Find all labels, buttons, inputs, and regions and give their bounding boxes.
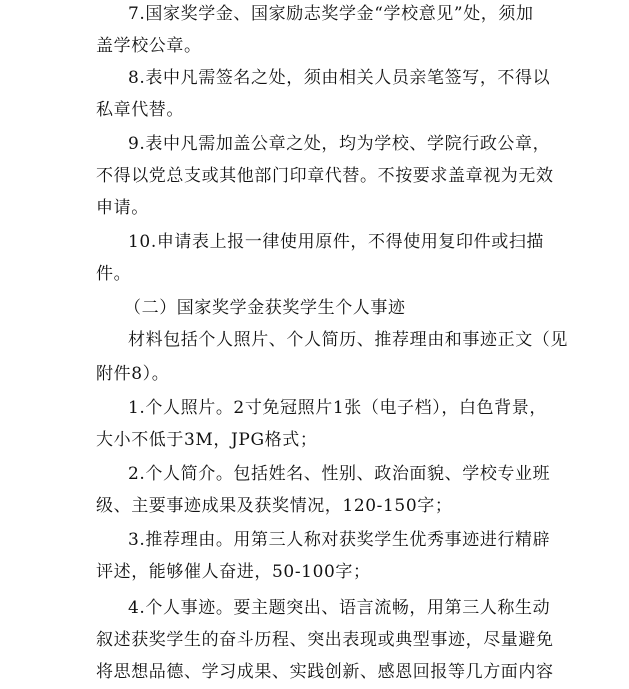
item-9-line-3: 申请。 bbox=[96, 198, 149, 218]
sub-1-line-2: 大小不低于3M，JPG格式； bbox=[96, 430, 318, 450]
item-7-line-1: 7.国家奖学金、国家励志奖学金“学校意见”处，须加 bbox=[128, 4, 534, 24]
item-8-line-2: 私章代替。 bbox=[96, 100, 184, 120]
sub-4-line-1: 4.个人事迹。要主题突出、语言流畅，用第三人称生动 bbox=[128, 598, 551, 618]
item-9-line-1: 9.表中凡需加盖公章之处，均为学校、学院行政公章， bbox=[128, 134, 551, 154]
item-9-line-2: 不得以党总支或其他部门印章代替。不按要求盖章视为无效 bbox=[96, 166, 554, 186]
sub-4-line-3: 将思想品德、学习成果、实践创新、感恩回报等几方面内容 bbox=[96, 662, 554, 682]
sub-2-line-2: 级、主要事迹成果及获奖情况，120-150字； bbox=[96, 496, 453, 516]
sub-1-line-1: 1.个人照片。2寸免冠照片1张（电子档），白色背景， bbox=[128, 398, 547, 418]
sub-4-line-2: 叙述获奖学生的奋斗历程、突出表现或典型事迹，尽量避免 bbox=[96, 630, 554, 650]
intro-line-1: 材料包括个人照片、个人简历、推荐理由和事迹正文（见 bbox=[128, 330, 568, 350]
item-8-line-1: 8.表中凡需签名之处，须由相关人员亲笔签写，不得以 bbox=[128, 68, 551, 88]
item-7-line-2: 盖学校公章。 bbox=[96, 36, 202, 56]
sub-3-line-2: 评述，能够催人奋进，50-100字； bbox=[96, 562, 371, 582]
sub-2-line-1: 2.个人简介。包括姓名、性别、政治面貌、学校专业班 bbox=[128, 464, 551, 484]
sub-3-line-1: 3.推荐理由。用第三人称对获奖学生优秀事迹进行精辟 bbox=[128, 530, 551, 550]
item-10-line-1: 10.申请表上报一律使用原件，不得使用复印件或扫描 bbox=[128, 232, 545, 252]
section-heading: （二）国家奖学金获奖学生个人事迹 bbox=[124, 298, 406, 318]
intro-line-2: 附件8）。 bbox=[96, 364, 170, 384]
item-10-line-2: 件。 bbox=[96, 264, 132, 284]
